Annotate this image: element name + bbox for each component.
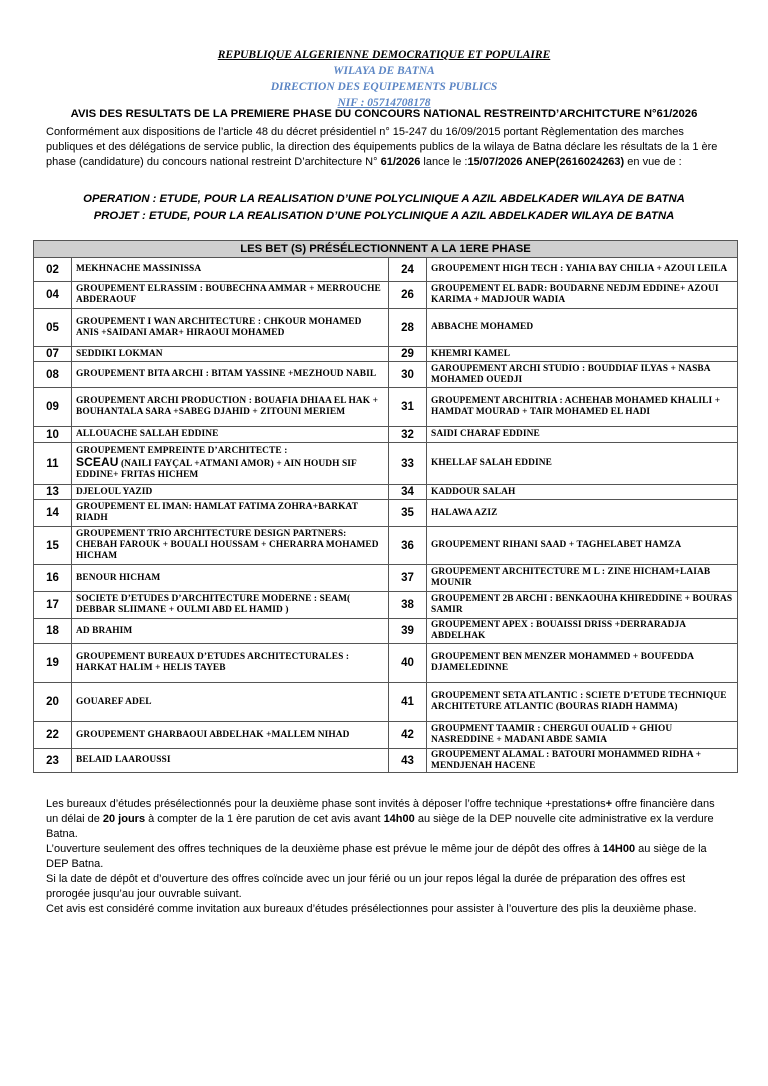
cell-name-part: GROUPEMENT EMPREINTE D’ARCHITECTE : xyxy=(76,446,288,456)
cell-number: 23 xyxy=(34,749,72,773)
table-row xyxy=(34,485,738,500)
cell-name: BENOUR HICHAM xyxy=(72,565,389,592)
footer-plus: + xyxy=(605,798,613,810)
cell-number: 10 xyxy=(34,427,72,443)
cell-name: GROUPEMENT BITA ARCHI : BITAM YASSINE +MEZHOUD NABIL xyxy=(72,362,389,388)
cell-name: ALLOUACHE SALLAH EDDINE xyxy=(72,427,389,443)
footer-notes xyxy=(46,797,726,917)
cell-number: 34 xyxy=(389,485,427,500)
footer-text: au siège de la DEP nouvelle cite administrative ex la verdure Batna. xyxy=(46,813,714,840)
wilaya-heading: WILAYA DE BATNA xyxy=(333,65,435,77)
cell-number: 11 xyxy=(34,443,72,485)
projet-line: PROJET : ETUDE, POUR LA REALISATION D’UNE POLYCLINIQUE A AZIL ABDELKADER WILAYA DE BATNA xyxy=(93,210,675,222)
cell-number: 41 xyxy=(389,683,427,722)
nif-heading: NIF : 05714708178 xyxy=(337,97,431,109)
footer-text: L’ouverture seulement des offres techniques de la deuxième phase est prévue le même jour de dépôt des offres à xyxy=(46,843,603,855)
table-row xyxy=(34,683,738,722)
cell-name: SAIDI CHARAF EDDINE xyxy=(427,427,738,443)
cell-number: 08 xyxy=(34,362,72,388)
cell-name: GROUPEMENT SETA ATLANTIC : SCIETE D’ETUDE TECHNIQUE ARCHITETURE ATLANTIC (BOURAS RIADH HAMMA) xyxy=(427,683,738,722)
footer-paragraph-4: Cet avis est considéré comme invitation aux bureaux d’études présélectionnes pour assister à l’ouverture des plis la deuxième phase. xyxy=(46,903,697,915)
table-row xyxy=(34,527,738,565)
operation-line: OPERATION : ETUDE, POUR LA REALISATION D’UNE POLYCLINIQUE A AZIL ABDELKADER WILAYA DE BATNA xyxy=(83,193,685,205)
cell-name: GROUPEMENT HIGH TECH : YAHIA BAY CHILIA + AZOUI LEILA xyxy=(427,258,738,282)
cell-number: 39 xyxy=(389,619,427,644)
results-table xyxy=(33,240,738,773)
cell-number: 14 xyxy=(34,500,72,527)
table-row xyxy=(34,443,738,485)
cell-name: SEDDIKI LOKMAN xyxy=(72,347,389,362)
cell-name: KADDOUR SALAH xyxy=(427,485,738,500)
cell-name: MEKHNACHE MASSINISSA xyxy=(72,258,389,282)
intro-text-2: lance le : xyxy=(420,156,468,168)
cell-name: GROUPEMENT BUREAUX D’ETUDES ARCHITECTURALES : HARKAT HALIM + HELIS TAYEB xyxy=(72,644,389,683)
cell-name xyxy=(72,443,389,485)
cell-name: HALAWA AZIZ xyxy=(427,500,738,527)
table-row xyxy=(34,722,738,749)
cell-number: 33 xyxy=(389,443,427,485)
cell-number: 22 xyxy=(34,722,72,749)
cell-name: GOUAREF ADEL xyxy=(72,683,389,722)
cell-number: 18 xyxy=(34,619,72,644)
cell-name: SOCIETE D’ETUDES D’ARCHITECTURE MODERNE : SEAM( DEBBAR SLIIMANE + OULMI ABD EL HAMID ) xyxy=(72,592,389,619)
footer-text: offre financière dans un délai de xyxy=(46,798,715,825)
cell-number: 26 xyxy=(389,282,427,309)
intro-text-3: en vue de : xyxy=(624,156,682,168)
cell-name: GROUPEMENT EL IMAN: HAMLAT FATIMA ZOHRA+BARKAT RIADH xyxy=(72,500,389,527)
cell-name: GROUPEMENT ARCHI PRODUCTION : BOUAFIA DHIAA EL HAK + BOUHANTALA SARA +SABEG DJAHID + ZITOUNI MERIEM xyxy=(72,388,389,427)
cell-number: 43 xyxy=(389,749,427,773)
table-row xyxy=(34,565,738,592)
intro-date: 15/07/2026 ANEP(2616024263) xyxy=(467,156,625,168)
cell-name: GROUPEMENT GHARBAOUI ABDELHAK +MALLEM NIHAD xyxy=(72,722,389,749)
cell-name: KHEMRI KAMEL xyxy=(427,347,738,362)
cell-number: 30 xyxy=(389,362,427,388)
cell-number: 38 xyxy=(389,592,427,619)
republic-heading: REPUBLIQUE ALGERIENNE DEMOCRATIQUE ET POPULAIRE xyxy=(217,49,551,61)
cell-number: 32 xyxy=(389,427,427,443)
table-row xyxy=(34,619,738,644)
footer-text: au siège de la DEP Batna. xyxy=(46,843,707,870)
cell-name: GROUPEMENT ELRASSIM : BOUBECHNA AMMAR + MERROUCHE ABDERAOUF xyxy=(72,282,389,309)
footer-time: 14h00 xyxy=(383,813,415,825)
cell-number: 04 xyxy=(34,282,72,309)
letterhead xyxy=(0,47,768,111)
table-row xyxy=(34,282,738,309)
cell-name: GROUPEMENT APEX : BOUAISSI DRISS +DERRARADJA ABDELHAK xyxy=(427,619,738,644)
cell-number: 07 xyxy=(34,347,72,362)
intro-text-1: Conformément aux dispositions de l’article 48 du décret présidentiel n° 15-247 du 16/09/2015 portant Règlementation des marches publiques et des délégations de service public, la direction des équipements publics de la wilaya de Batna déclare les résultats de la 1 ère phase (candidature) du concours national restreint D’architecture N° xyxy=(46,126,718,168)
footer-text: à compter de la 1 ère parution de cet avis avant xyxy=(145,813,384,825)
cell-name: GROUPEMENT ARCHITECTURE M L : ZINE HICHAM+LAIAB MOUNIR xyxy=(427,565,738,592)
cell-number: 05 xyxy=(34,309,72,347)
cell-name: KHELLAF SALAH EDDINE xyxy=(427,443,738,485)
cell-name: GROUPEMENT ALAMAL : BATOURI MOHAMMED RIDHA + MENDJENAH HACENE xyxy=(427,749,738,773)
cell-number: 29 xyxy=(389,347,427,362)
table-header-row xyxy=(34,241,738,258)
table-row xyxy=(34,362,738,388)
footer-time: 14H00 xyxy=(602,843,636,855)
cell-number: 20 xyxy=(34,683,72,722)
table-row xyxy=(34,427,738,443)
cell-number: 40 xyxy=(389,644,427,683)
cell-name: GROUPEMENT I WAN ARCHITECTURE : CHKOUR MOHAMED ANIS +SAIDANI AMAR+ HIRAOUI MOHAMED xyxy=(72,309,389,347)
footer-days: 20 jours xyxy=(102,813,146,825)
direction-heading: DIRECTION DES EQUIPEMENTS PUBLICS xyxy=(270,81,498,93)
footer-text: Les bureaux d’études présélectionnés pour la deuxième phase sont invités à déposer l’offre technique +prestations xyxy=(46,798,606,810)
cell-number: 09 xyxy=(34,388,72,427)
cell-number: 28 xyxy=(389,309,427,347)
cell-name: GAROUPEMENT ARCHI STUDIO : BOUDDIAF ILYAS + NASBA MOHAMED OUEDJI xyxy=(427,362,738,388)
table-row xyxy=(34,749,738,773)
footer-paragraph-2 xyxy=(46,842,726,872)
cell-number: 15 xyxy=(34,527,72,565)
cell-name: GROUPEMENT RIHANI SAAD + TAGHELABET HAMZA xyxy=(427,527,738,565)
cell-name-part: SCEAU xyxy=(76,455,119,469)
cell-number: 02 xyxy=(34,258,72,282)
intro-paragraph xyxy=(46,125,726,170)
table-row xyxy=(34,258,738,282)
cell-number: 16 xyxy=(34,565,72,592)
table-header: LES BET (S) PRÉSÉLECTIONNENT A LA 1ERE PHASE xyxy=(34,241,738,258)
cell-name: BELAID LAAROUSSI xyxy=(72,749,389,773)
cell-name: GROUPEMENT BEN MENZER MOHAMMED + BOUFEDDA DJAMELEDINNE xyxy=(427,644,738,683)
cell-name: GROUPEMENT ARCHITRIA : ACHEHAB MOHAMED KHALILI + HAMDAT MOURAD + TAIR MOHAMED EL HADI xyxy=(427,388,738,427)
table-row xyxy=(34,347,738,362)
cell-name: AD BRAHIM xyxy=(72,619,389,644)
table-row xyxy=(34,592,738,619)
table-row xyxy=(34,644,738,683)
cell-number: 24 xyxy=(389,258,427,282)
table-row xyxy=(34,500,738,527)
cell-number: 13 xyxy=(34,485,72,500)
cell-number: 35 xyxy=(389,500,427,527)
cell-number: 36 xyxy=(389,527,427,565)
cell-number: 42 xyxy=(389,722,427,749)
footer-paragraph-3: Si la date de dépôt et d’ouverture des offres coïncide avec un jour férié ou un jour repos légal la durée de préparation des offres est prorogée jusqu’au jour ouvrable suivant. xyxy=(46,873,686,900)
notice-title: AVIS DES RESULTATS DE LA PREMIERE PHASE DU CONCOURS NATIONAL RESTREINTD’ARCHITCTURE N°61/2026 xyxy=(70,108,698,120)
intro-ref: 61/2026 xyxy=(380,156,421,168)
cell-name: GROUPEMENT EL BADR: BOUDARNE NEDJM EDDINE+ AZOUI KARIMA + MADJOUR WADIA xyxy=(427,282,738,309)
table-row xyxy=(34,309,738,347)
cell-number: 31 xyxy=(389,388,427,427)
cell-number: 37 xyxy=(389,565,427,592)
cell-number: 17 xyxy=(34,592,72,619)
cell-name: GROUPEMENT 2B ARCHI : BENKAOUHA KHIREDDINE + BOURAS SAMIR xyxy=(427,592,738,619)
cell-name: GROUPMENT TAAMIR : CHERGUI OUALID + GHIOU NASREDDINE + MADANI ABDE SAMIA xyxy=(427,722,738,749)
footer-paragraph-1 xyxy=(46,797,726,842)
table-row xyxy=(34,388,738,427)
cell-name: DJELOUL YAZID xyxy=(72,485,389,500)
cell-number: 19 xyxy=(34,644,72,683)
cell-name: GROUPEMENT TRIO ARCHITECTURE DESIGN PARTNERS: CHEBAH FAROUK + BOUALI HOUSSAM + CHERARRA MOHAMED HICHAM xyxy=(72,527,389,565)
cell-name-part: (NAILI FAYÇAL +ATMANI AMOR) + AIN HOUDH SIF EDDINE+ FRITAS HICHEM xyxy=(76,459,357,480)
cell-name: ABBACHE MOHAMED xyxy=(427,309,738,347)
